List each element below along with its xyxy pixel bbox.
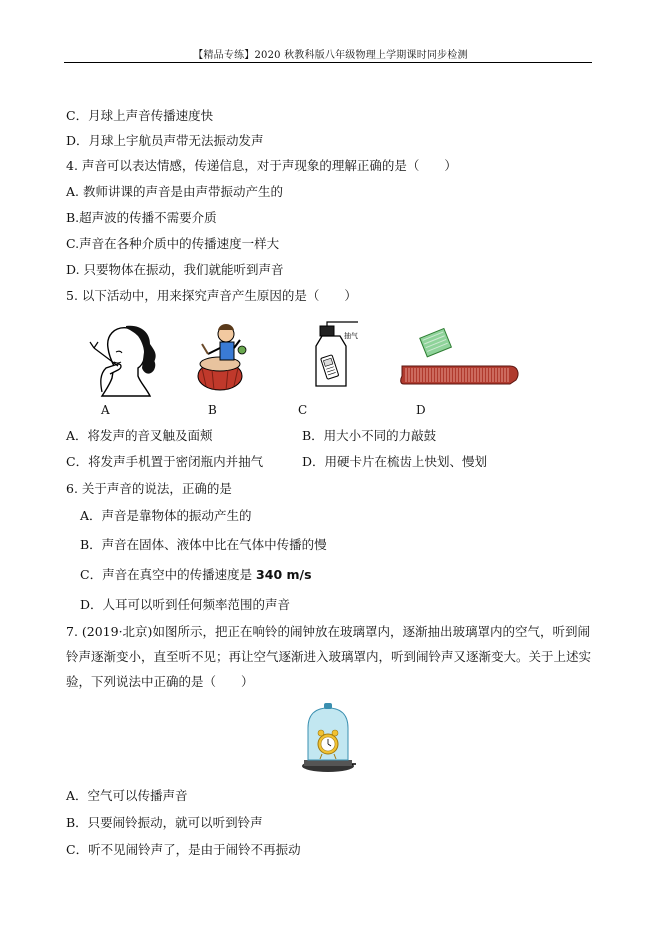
- q5-image-label-a: A: [101, 403, 110, 417]
- q7-option-b: B．只要闹铃振动，就可以听到铃声: [66, 815, 263, 830]
- drum-boy-illustration: [196, 320, 248, 392]
- sealed-bottle-phone-illustration: [308, 320, 364, 390]
- tuning-fork-face-illustration: [88, 322, 168, 398]
- q5-option-a: A．将发声的音叉触及面颊: [66, 428, 213, 443]
- q5-option-d: D．用硬卡片在梳齿上快划、慢划: [302, 454, 488, 469]
- q5-image-label-c: C: [298, 403, 308, 417]
- pump-label: 抽气: [344, 332, 358, 340]
- q6-option-b: B．声音在固体、液体中比在气体中传播的慢: [80, 537, 327, 552]
- q6-stem: 6. 关于声音的说法，正确的是: [66, 481, 232, 496]
- bell-jar-alarm-clock-illustration: [300, 702, 356, 774]
- q6-option-a: A．声音是靠物体的振动产生的: [80, 508, 252, 523]
- q5-option-c: C．将发声手机置于密闭瓶内并抽气: [66, 454, 264, 469]
- q4-option-c: C.声音在各种介质中的传播速度一样大: [66, 236, 280, 251]
- q6-option-c: [80, 567, 312, 583]
- q3-option-c: C．月球上声音传播速度快: [66, 108, 214, 123]
- q4-option-a: A. 教师讲课的声音是由声带振动产生的: [66, 184, 283, 199]
- q5-image-label-d: D: [416, 403, 426, 417]
- q5-image-label-b: B: [208, 403, 217, 417]
- q6-option-c-value: 340 m/s: [256, 567, 312, 582]
- q7-option-c: C．听不见闹铃声了，是由于闹铃不再振动: [66, 842, 301, 857]
- q5-stem: 5. 以下活动中，用来探究声音产生原因的是（ ）: [66, 288, 357, 303]
- q5-option-b: B．用大小不同的力敲鼓: [302, 428, 437, 443]
- comb-card-illustration: [398, 326, 522, 390]
- q3-option-d: D．月球上宇航员声带无法振动发声: [66, 133, 264, 148]
- q7-stem: 7. (2019·北京)如图所示，把正在响铃的闹钟放在玻璃罩内，逐渐抽出玻璃罩内的空气，听到闹铃声逐渐变小，直至听不见；再让空气逐渐进入玻璃罩内，听到闹铃声又逐渐变大。关于上述实验，下列说法中正确的是（ ）: [66, 624, 592, 689]
- q4-option-d: D. 只要物体在振动，我们就能听到声音: [66, 262, 284, 277]
- q4-option-b: B.超声波的传播不需要介质: [66, 210, 217, 225]
- q6-option-c-text: C．声音在真空中的传播速度是: [80, 567, 257, 582]
- q7-option-a: A．空气可以传播声音: [66, 788, 188, 803]
- q6-option-d: D．人耳可以听到任何频率范围的声音: [80, 597, 291, 612]
- page-header: 【精品专练】2020 秋教科版八年级物理上学期课时同步检测: [193, 50, 468, 61]
- header-rule: [64, 62, 592, 63]
- q4-stem: 4. 声音可以表达情感，传递信息，对于声现象的理解正确的是（ ）: [66, 158, 457, 173]
